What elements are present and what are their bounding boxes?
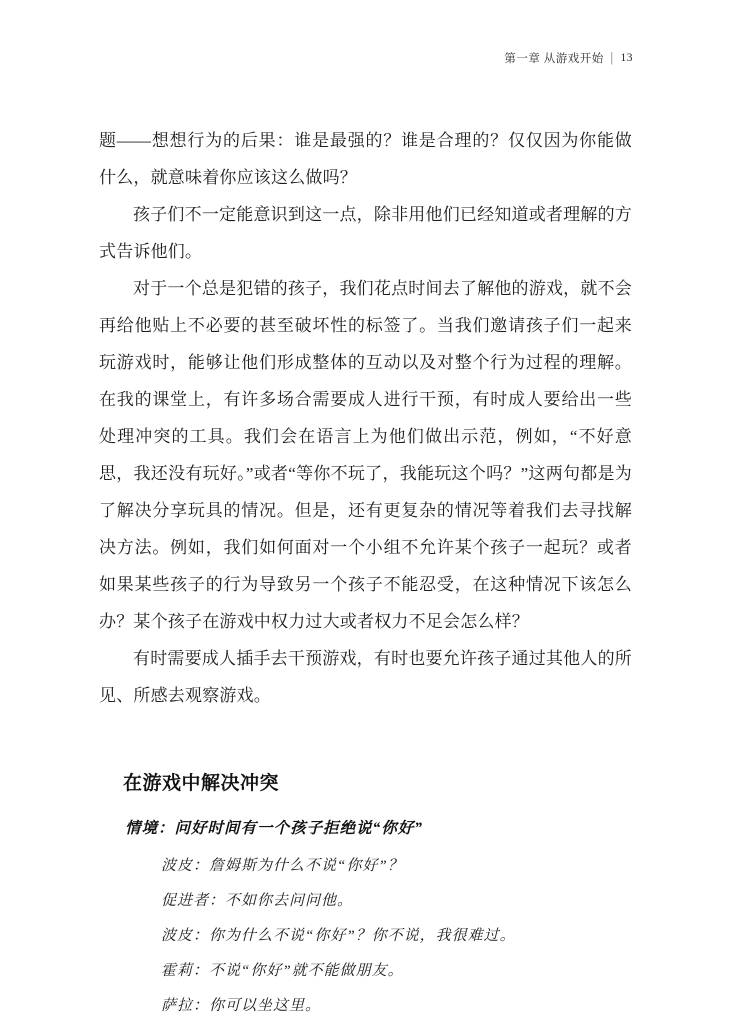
paragraph: 有时需要成人插手去干预游戏，有时也要允许孩子通过其他人的所见、所感去观察游戏。: [99, 649, 632, 705]
chapter-title: 第一章 从游戏开始: [504, 53, 604, 65]
page-number: 13: [620, 52, 633, 64]
dialogue-line: 促进者：不如你去问问他。: [161, 893, 354, 909]
dialogue-line: 波皮：你为什么不说“你好”？你不说，我很难过。: [161, 928, 516, 944]
header-divider: |: [610, 50, 614, 66]
dialogue-block: [99, 849, 632, 1024]
dialogue-line: 萨拉：你可以坐这里。: [161, 998, 322, 1014]
page-content: [99, 122, 632, 1024]
dialogue-line: 霍莉：不说“你好”就不能做朋友。: [161, 963, 404, 979]
dialogue-line: 波皮：詹姆斯为什么不说“你好”？: [161, 858, 404, 874]
paragraph: 对于一个总是犯错的孩子，我们花点时间去了解他的游戏，就不会再给他贴上不必要的甚至破坏性的标签了。当我们邀请孩子们一起来玩游戏时，能够让他们形成整体的互动以及对整个行为过程的理解。在我的课堂上，有许多场合需要成人进行干预，有时成人要给出一些处理冲突的工具。我们会在语言上为他们做出示范，例如，“不好意思，我还没有玩好。”或者“等你不玩了，我能玩这个吗？”这两句都是为了解决分享玩具的情况。但是，还有更复杂的情况等着我们去寻找解决方法。例如，我们如何面对一个小组不允许某个孩子一起玩？或者如果某些孩子的行为导致另一个孩子不能忍受，在这种情况下该怎么办？某个孩子在游戏中权力过大或者权力不足会怎么样？: [99, 279, 632, 631]
paragraph: 题——想想行为的后果：谁是最强的？谁是合理的？仅仅因为你能做什么，就意味着你应该这么做吗？: [99, 131, 632, 187]
paragraph: 孩子们不一定能意识到这一点，除非用他们已经知道或者理解的方式告诉他们。: [99, 205, 632, 261]
running-header: [504, 50, 633, 66]
section-heading: 在游戏中解决冲突: [123, 773, 280, 794]
situation-line: 情境：问好时间有一个孩子拒绝说“你好”: [125, 820, 424, 837]
